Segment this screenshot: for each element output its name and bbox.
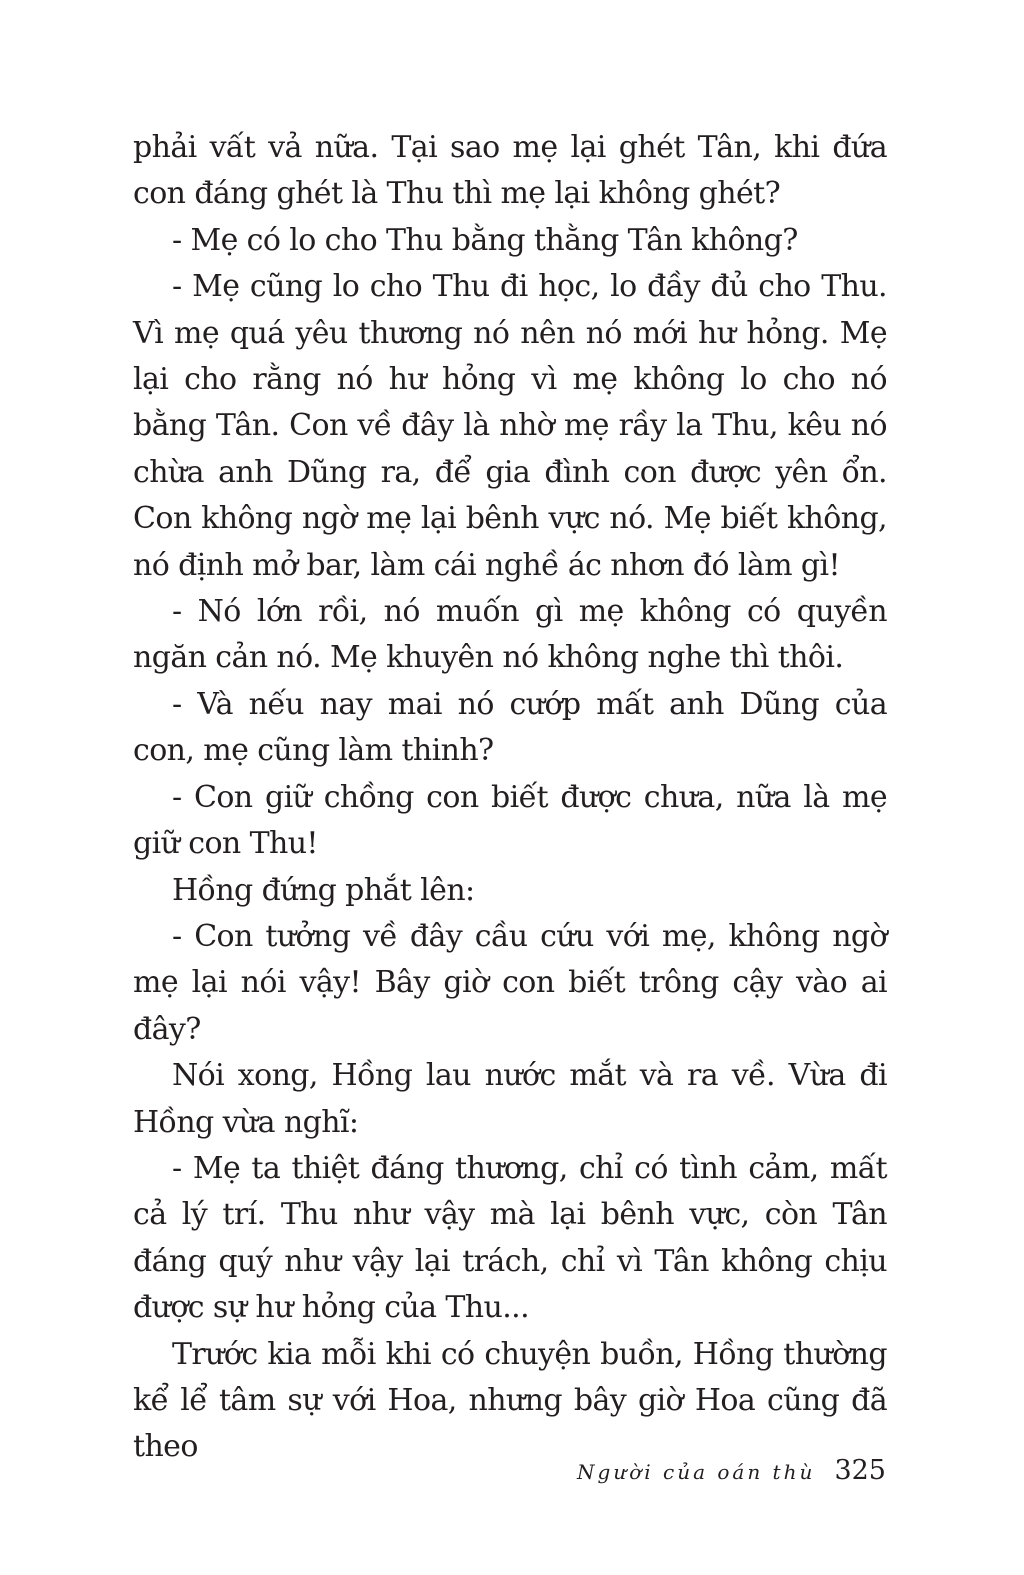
paragraph-5: - Và nếu nay mai nó cướp mất anh Dũng của con, mẹ cũng làm thinh? [133, 686, 887, 769]
paragraph-11: Trước kia mỗi khi có chuyện buồn, Hồng thường kể lể tâm sự với Hoa, nhưng bây giờ Hoa cũng đã theo [133, 1336, 887, 1465]
running-title: Người của oán thù [577, 1460, 816, 1484]
paragraph-8: - Con tưởng về đây cầu cứu với mẹ, không ngờ mẹ lại nói vậy! Bây giờ con biết trông cậy vào ai đây? [133, 918, 887, 1047]
body-text [133, 125, 887, 1471]
paragraph-9: Nói xong, Hồng lau nước mắt và ra về. Vừa đi Hồng vừa nghĩ: [133, 1058, 887, 1140]
paragraph-10: - Mẹ ta thiệt đáng thương, chỉ có tình cảm, mất cả lý trí. Thu như vậy mà lại bênh vực, còn Tân đáng quý như vậy lại trách, chỉ vì Tân không chịu được sự hư hỏng của Thu... [133, 1150, 887, 1326]
paragraph-7: Hồng đứng phắt lên: [172, 872, 475, 908]
paragraph-1: phải vất vả nữa. Tại sao mẹ lại ghét Tân, khi đứa con đáng ghét là Thu thì mẹ lại không ghét? [133, 130, 887, 212]
paragraph-4: - Nó lớn rồi, nó muốn gì mẹ không có quyền ngăn cản nó. Mẹ khuyên nó không nghe thì thôi. [133, 594, 887, 676]
paragraph-3: - Mẹ cũng lo cho Thu đi học, lo đầy đủ cho Thu. Vì mẹ quá yêu thương nó nên nó mới hư hỏng. Mẹ lại cho rằng nó hư hỏng vì mẹ không lo cho nó bằng Tân. Con về đây là nhờ mẹ rầy la Thu, kêu nó chừa anh Dũng ra, để gia đình con được yên ổn. Con không ngờ mẹ lại bênh vực nó. Mẹ biết không, nó định mở bar, làm cái nghề ác nhơn đó làm gì! [133, 269, 887, 583]
page-footer [577, 1455, 886, 1486]
page-number: 325 [834, 1455, 886, 1486]
paragraph-6: - Con giữ chồng con biết được chưa, nữa là mẹ giữ con Thu! [133, 779, 887, 862]
paragraph-2: - Mẹ có lo cho Thu bằng thằng Tân không? [172, 222, 798, 258]
